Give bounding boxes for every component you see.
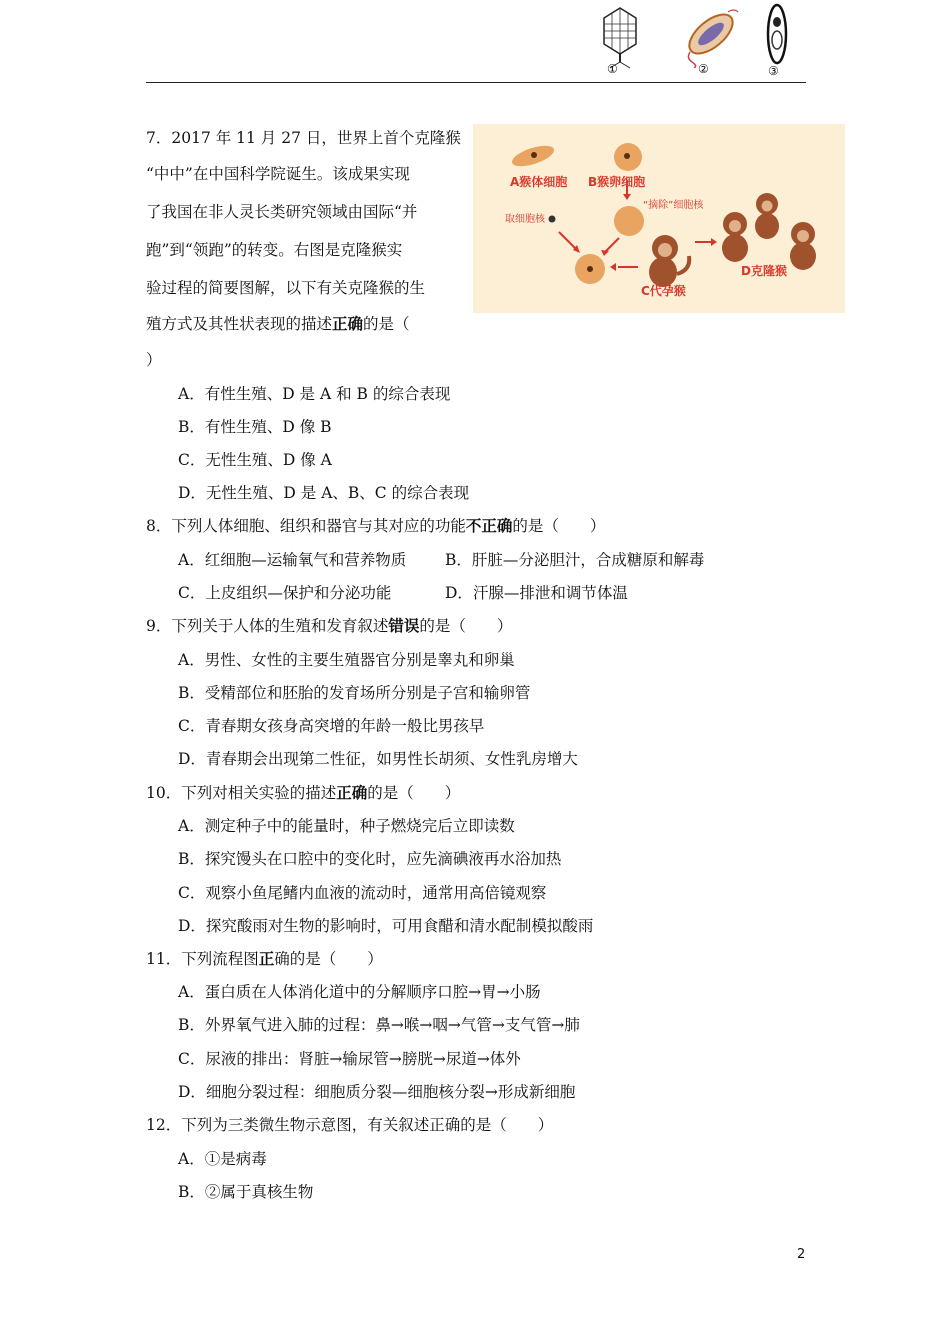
q8-option-c[interactable]: C．上皮组织—保护和分泌功能 [178,584,392,602]
q9-option-c[interactable]: C．青春期女孩身高突增的年龄一般比男孩早 [178,717,485,735]
virus-icon [598,4,642,76]
q8-option-b[interactable]: B．肝脏—分泌胆汁，合成糖原和解毒 [445,551,705,569]
q11-option-a[interactable]: A．蛋白质在人体消化道中的分解顺序口腔→胃→小肠 [178,983,541,1001]
q7-line-6: 殖方式及其性状表现的描述正确的是（ [146,314,410,333]
q11-option-c[interactable]: C．尿液的排出：肾脏→输尿管→膀胱→尿道→体外 [178,1050,521,1068]
label-d-clone: D克隆猴 [741,264,787,278]
q12-option-b[interactable]: B．②属于真核生物 [178,1183,314,1201]
bacterium-icon [680,4,742,68]
q12-stem: 12．下列为三类微生物示意图，有关叙述正确的是（ ） [146,1116,554,1134]
surrogate-monkey [649,235,689,287]
label-c-surrogate: C代孕猴 [641,284,686,298]
q7-option-c[interactable]: C．无性生殖、D 像 A [178,451,332,469]
figure-label-1: ① [607,62,618,76]
q12-option-a[interactable]: A．①是病毒 [178,1150,267,1168]
header-rule [146,82,806,83]
enucleated-egg [614,206,644,236]
label-take-nucleus: 取细胞核 [505,214,545,225]
q11-option-d[interactable]: D．细胞分裂过程：细胞质分裂—细胞核分裂→形成新细胞 [178,1083,576,1101]
q7-option-d[interactable]: D．无性生殖、D 是 A、B、C 的综合表现 [178,484,470,502]
fungus-icon [766,2,788,68]
q9-stem: 9．下列关于人体的生殖和发育叙述错误的是（ ） [146,616,513,635]
label-b-egg: B猴卵细胞 [588,175,646,189]
label-a-somatic: A猴体细胞 [510,175,568,189]
q11-option-b[interactable]: B．外界氧气进入肺的过程：鼻→喉→咽→气管→支气管→肺 [178,1016,580,1034]
q7-line-1: 7．2017 年 11 月 27 日，世界上首个克隆猴 [146,129,461,147]
q9-option-b[interactable]: B．受精部位和胚胎的发育场所分别是子宫和输卵管 [178,684,531,702]
q10-option-d[interactable]: D．探究酸雨对生物的影响时，可用食醋和清水配制模拟酸雨 [178,917,594,935]
q7-option-a[interactable]: A．有性生殖、D 是 A 和 B 的综合表现 [178,385,451,403]
q8-stem: 8．下列人体细胞、组织和器官与其对应的功能不正确的是（ ） [146,516,606,535]
q9-option-a[interactable]: A．男性、女性的主要生殖器官分别是睾丸和卵巢 [178,651,515,669]
clone-monkey-2 [755,193,779,239]
figure-label-3: ③ [768,64,779,78]
clone-monkey-1 [722,212,748,262]
q10-option-a[interactable]: A．测定种子中的能量时，种子燃烧完后立即读数 [178,817,515,835]
clone-monkey-3 [790,222,816,270]
q10-option-c[interactable]: C．观察小鱼尾鳍内血液的流动时，通常用高倍镜观察 [178,884,547,902]
q8-option-a[interactable]: A．红细胞—运输氧气和营养物质 [178,551,407,569]
q7-line-5: 验过程的简要图解，以下有关克隆猴的生 [146,279,426,297]
q11-stem: 11．下列流程图正确的是（ ） [146,949,383,968]
nucleus-dot [549,216,556,223]
q7-option-b[interactable]: B．有性生殖、D 像 B [178,418,332,436]
q7-line-2: “中中”在中国科学院诞生。该成果实现 [146,165,410,183]
q10-stem: 10．下列对相关实验的描述正确的是（ ） [146,783,461,802]
q7-line-3: 了我国在非人灵长类研究领域由国际“并 [146,203,418,221]
q7-line-7: ） [146,351,162,369]
q8-option-d[interactable]: D．汗腺—排泄和调节体温 [445,584,628,602]
q10-option-b[interactable]: B．探究馒头在口腔中的变化时，应先滴碘液再水浴加热 [178,850,562,868]
q9-option-d[interactable]: D．青春期会出现第二性征，如男性长胡须、女性乳房增大 [178,750,578,768]
cloning-diagram [473,124,845,313]
label-remove-nucleus: “摘除”细胞核 [643,200,704,211]
page-number: 2 [797,1247,806,1262]
figure-label-2: ② [698,62,709,76]
q7-line-4: 跑”到“领跑”的转变。右图是克隆猴实 [146,241,403,259]
